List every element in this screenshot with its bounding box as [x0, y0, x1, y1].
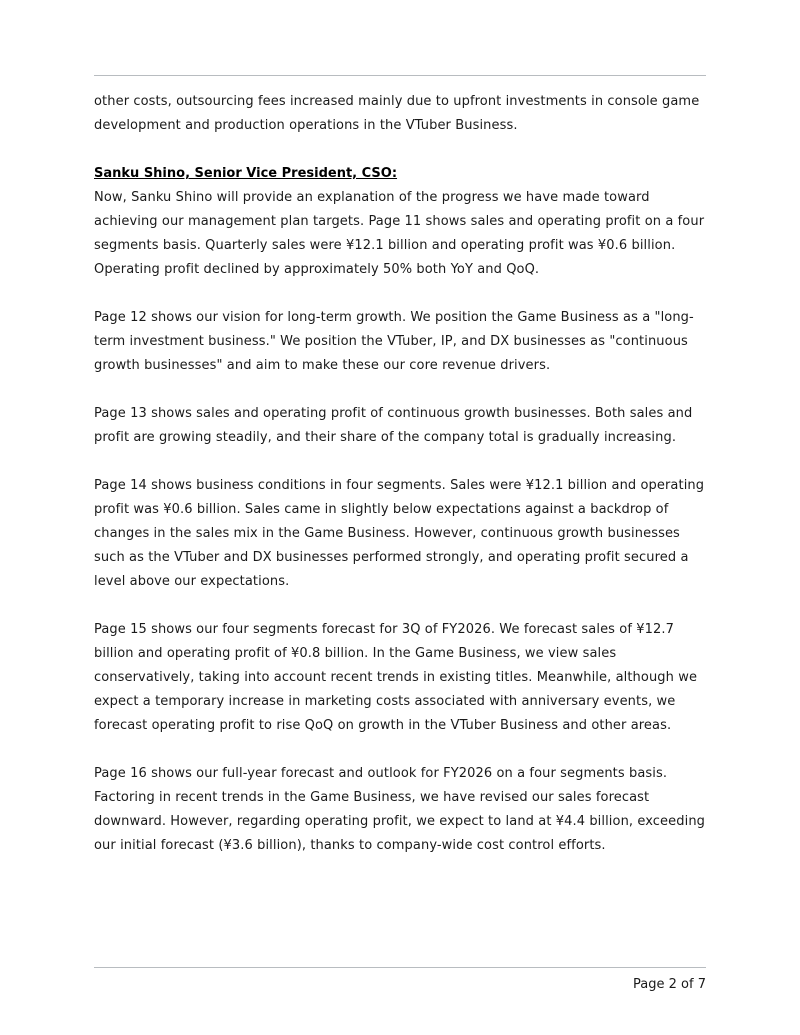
page-number: Page 2 of 7 [633, 977, 706, 992]
paragraph-full-year-forecast: Page 16 shows our full-year forecast and outlook for FY2026 on a four segments basis. Factoring in recent trends in the Game Business, we have revised our sales forecast downward. However, regarding operating profit, we expect to land at ¥4.4 billion, exceeding our initial forecast (¥3.6 billion), thanks to company-wide cost control efforts. [94, 766, 706, 853]
paragraph-long-term-growth: Page 12 shows our vision for long-term growth. We position the Game Business as a "long-term investment business." We position the VTuber, IP, and DX businesses as "continuous growth businesses" and aim to make these our core revenue drivers. [94, 310, 694, 373]
paragraph-intro: other costs, outsourcing fees increased mainly due to upfront investments in console game development and production operations in the VTuber Business. [94, 94, 700, 133]
footer-divider [94, 967, 706, 968]
document-body [94, 90, 706, 882]
header-divider [94, 75, 706, 76]
paragraph-continuous-growth: Page 13 shows sales and operating profit of continuous growth businesses. Both sales and profit are growing steadily, and their share of the company total is gradually increasing. [94, 406, 693, 445]
paragraph-segments-summary: Now, Sanku Shino will provide an explanation of the progress we have made toward achieving our management plan targets. Page 11 shows sales and operating profit on a four segments basis. Quarterly sales were ¥12.1 billion and operating profit was ¥0.6 billion. Operating profit declined by approximately 50% both YoY and QoQ. [94, 190, 705, 277]
paragraph-four-segments-conditions: Page 14 shows business conditions in four segments. Sales were ¥12.1 billion and operating profit was ¥0.6 billion. Sales came in slightly below expectations against a backdrop of changes in the sales mix in the Game Business. However, continuous growth businesses such as the VTuber and DX businesses performed strongly, and operating profit secured a level above our expectations. [94, 478, 705, 589]
paragraph-forecast-3q: Page 15 shows our four segments forecast for 3Q of FY2026. We forecast sales of ¥12.7 billion and operating profit of ¥0.8 billion. In the Game Business, we view sales conservatively, taking into account recent trends in existing titles. Meanwhile, although we expect a temporary increase in marketing costs associated with anniversary events, we forecast operating profit to rise QoQ on growth in the VTuber Business and other areas. [94, 622, 698, 733]
speaker-heading: Sanku Shino, Senior Vice President, CSO: [94, 166, 398, 181]
